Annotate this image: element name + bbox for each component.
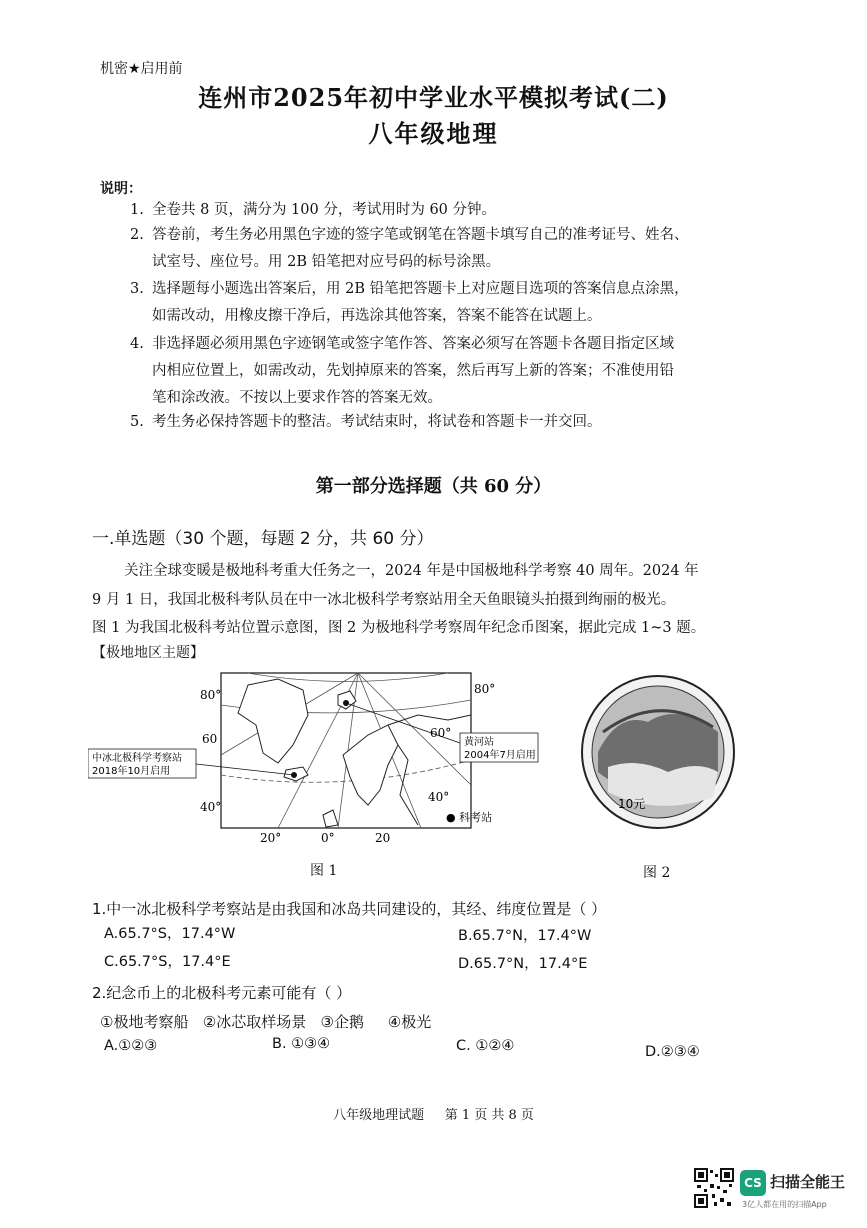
- question-1-option-a[interactable]: A.65.7°S，17.4°W: [104, 926, 236, 942]
- intro-line: 图 1 为我国北极科考站位置示意图，图 2 为极地科学考察周年纪念币图案，据此完成 1~3 题。: [92, 620, 706, 636]
- station2-date: 2004年7月启用: [464, 750, 536, 761]
- camscanner-name: 扫描全能王: [770, 1173, 846, 1191]
- leader-line: [196, 764, 294, 775]
- question-1-option-c[interactable]: C.65.7°S，17.4°E: [104, 954, 231, 970]
- confidential-mark: 机密★启用前: [100, 61, 183, 77]
- figure2-coin: [578, 672, 738, 832]
- question-2-option-c[interactable]: C. ①②④: [456, 1038, 515, 1054]
- question-1-option-b[interactable]: B.65.7°N，17.4°W: [458, 928, 592, 944]
- intro-line: 9 月 1 日，我国北极科考队员在中一冰北极科学考察站用全天鱼眼镜头拍摄到绚丽的极光。: [92, 592, 676, 608]
- lon-label: 20°: [260, 831, 282, 845]
- lon-label: 20: [375, 831, 391, 845]
- instruction-line: 全卷共 8 页，满分为 100 分，考试用时为 60 分钟。: [152, 202, 497, 218]
- station1-date: 2018年10月启用: [92, 766, 171, 777]
- instructions-heading: 说明：: [100, 181, 142, 197]
- topic-label: 【极地地区主题】: [92, 645, 204, 661]
- instruction-line: 考生务必保持答题卡的整洁。考试结束时，将试卷和答题卡一并交回。: [152, 414, 602, 430]
- lat-label-left: 80°: [200, 688, 222, 702]
- camscanner-tagline: 3亿人都在用的扫描App: [742, 1200, 827, 1209]
- instruction-line: 非选择题必须用黑色字迹钢笔或签字笔作答、答案必须写在答题卡各题目指定区域: [152, 336, 674, 352]
- coin-value: 10元: [618, 797, 646, 811]
- lon-label: 0°: [321, 831, 335, 845]
- instruction-line: 选择题每小题选出答案后，用 2B 铅笔把答题卡上对应题目选项的答案信息点涂黑，: [152, 281, 689, 297]
- question-2-option-a[interactable]: A.①②③: [104, 1038, 158, 1054]
- instruction-line: 笔和涂改液。不按以上要求作答的答案无效。: [152, 390, 442, 406]
- question-1-option-d[interactable]: D.65.7°N，17.4°E: [458, 956, 588, 972]
- part-title: 第一部分选择题（共 60 分）: [315, 476, 552, 497]
- question-1-text: 1.中一冰北极科学考察站是由我国和冰岛共同建设的，其经、纬度位置是（ ）: [92, 900, 607, 918]
- instruction-line: 试室号、座位号。用 2B 铅笔把对应号码的标号涂黑。: [152, 254, 501, 270]
- lat-label-right: 80°: [474, 682, 496, 696]
- instruction-item: 5. 考生务必保持答题卡的整洁。考试结束时，将试卷和答题卡一并交回。: [130, 412, 770, 432]
- lat-label-left: 60: [202, 732, 218, 746]
- map-legend: ● 科考站: [446, 811, 493, 824]
- figure1-map: [88, 665, 558, 855]
- instruction-line: 如需改动，用橡皮擦干净后，再选涂其他答案，答案不能答在试题上。: [152, 308, 602, 324]
- greenland-outline: [238, 679, 308, 763]
- instruction-line: 内相应位置上，如需改动，先划掉原来的答案，然后再写上新的答案；不准使用铅: [152, 363, 674, 379]
- page-footer: 八年级地理试题 第 1 页 共 8 页: [333, 1108, 534, 1123]
- instruction-line: 答卷前，考生务必用黑色字迹的签字笔或钢笔在答题卡填写自己的准考证号、姓名、: [152, 227, 689, 243]
- lat-label-right: 60°: [430, 726, 452, 740]
- exam-subject: 八年级地理: [368, 119, 499, 148]
- russia-coast: [388, 715, 471, 725]
- lat-label-right: 40°: [428, 790, 450, 804]
- intro-line: 关注全球变暖是极地科考重大任务之一，2024 年是中国极地科学考察 40 周年。2024 年: [124, 563, 699, 579]
- exam-title: 连州市2025年初中学业水平模拟考试(二): [198, 83, 669, 112]
- question-2-option-b[interactable]: B. ①③④: [272, 1036, 331, 1052]
- question-2-text: 2.纪念币上的北极科考元素可能有（ ）: [92, 984, 352, 1002]
- figure2-caption: 图 2: [643, 865, 671, 881]
- britain-outline: [323, 810, 338, 827]
- instruction-item: 3. 选择题每小题选出答案后，用 2B 铅笔把答题卡上对应题目选项的答案信息点涂黑， 如需改动，用橡皮擦干净后，再选涂其他答案，答案不能答在试题上。: [130, 276, 770, 330]
- section-title: 一.单选题（30 个题，每题 2 分，共 60 分）: [92, 529, 434, 549]
- qr-code-icon: [694, 1168, 734, 1208]
- scandinavia-outline: [343, 725, 398, 805]
- camscanner-logo: CS: [740, 1170, 766, 1196]
- instruction-item: 1. 全卷共 8 页，满分为 100 分，考试用时为 60 分钟。: [130, 200, 750, 220]
- question-2-elements: ①极地考察船 ②冰芯取样场景 ③企鹅 ④极光: [100, 1013, 432, 1031]
- station1-name: 中冰北极科学考察站: [92, 753, 182, 764]
- station2-name: 黄河站: [464, 737, 494, 748]
- instruction-item: 2. 答卷前，考生务必用黑色字迹的签字笔或钢笔在答题卡填写自己的准考证号、姓名、 试室号、座位号。用 2B 铅笔把对应号码的标号涂黑。: [130, 222, 770, 276]
- question-2-option-d[interactable]: D.②③④: [645, 1044, 700, 1060]
- lat-label-left: 40°: [200, 800, 222, 814]
- instruction-item: 4. 非选择题必须用黑色字迹钢笔或签字笔作答、答案必须写在答题卡各题目指定区域 内相应位置上，如需改动，先划掉原来的答案，然后再写上新的答案；不准使用铅 笔和涂改液。不按以上要求作答的答案无效。: [130, 331, 770, 412]
- figure1-caption: 图 1: [310, 863, 338, 879]
